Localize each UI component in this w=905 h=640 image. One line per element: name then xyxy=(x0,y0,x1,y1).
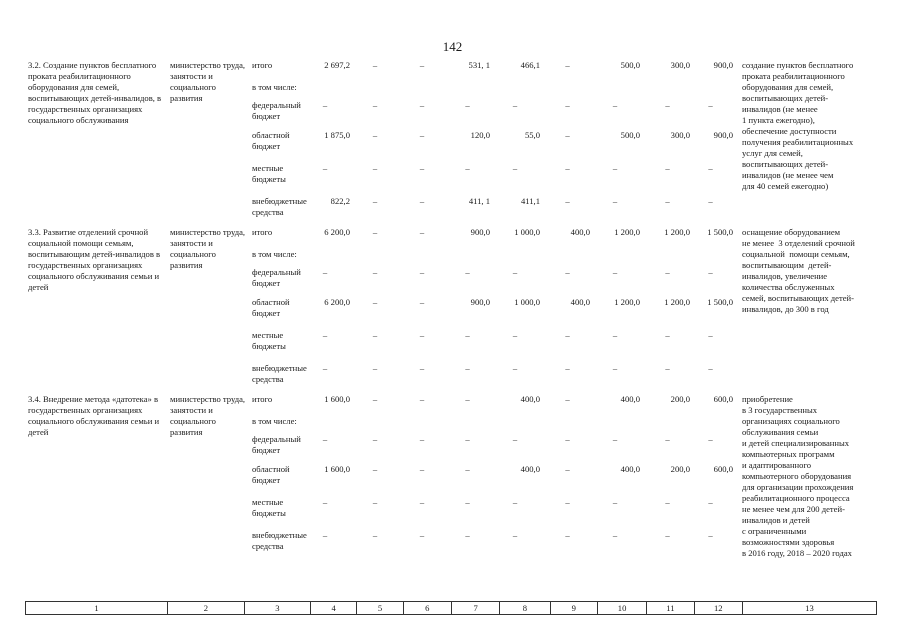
amount-cell: – xyxy=(372,297,378,307)
amount-cell: – xyxy=(565,497,570,507)
amount-cell: 900,0 xyxy=(470,227,490,237)
amount-cell: – xyxy=(465,464,470,474)
amount-cell: – xyxy=(708,530,713,540)
amount-cell: – xyxy=(612,196,618,206)
funding-source-label: в том числе: xyxy=(252,82,297,92)
executor-name: министерство труда, занятости и социального развития xyxy=(170,394,246,437)
amount-cell: 531, 1 xyxy=(468,60,490,70)
amount-cell: 400,0 xyxy=(620,394,640,404)
amount-cell: 600,0 xyxy=(713,464,733,474)
funding-source-label: в том числе: xyxy=(252,416,297,426)
amount-cell: – xyxy=(708,330,713,340)
amount-cell: – xyxy=(565,100,570,110)
amount-cell: – xyxy=(665,163,670,173)
funding-source-label: местные бюджеты xyxy=(252,497,286,518)
amount-cell: – xyxy=(322,530,328,540)
column-number: 1 xyxy=(26,602,168,614)
amount-cell: – xyxy=(419,363,425,373)
amount-cell: – xyxy=(512,163,518,173)
measure-name: 3.4. Внедрение метода «датотека» в государственных организациях социального обслуживания семьи и детей xyxy=(28,394,160,437)
amount-cell: – xyxy=(419,434,425,444)
funding-source-label: областной бюджет xyxy=(252,297,290,318)
executor-name: министерство труда, занятости и социального развития xyxy=(170,60,246,103)
funding-source-label: итого xyxy=(252,60,273,70)
amount-cell: – xyxy=(465,100,470,110)
amount-cell: 300,0 xyxy=(670,130,690,140)
amount-cell: – xyxy=(322,434,328,444)
amount-cell: 900,0 xyxy=(713,130,733,140)
amount-cell: – xyxy=(419,530,425,540)
amount-cell: – xyxy=(612,100,618,110)
amount-cell: 200,0 xyxy=(670,394,690,404)
amount-cell: – xyxy=(419,297,425,307)
amount-cell: – xyxy=(465,497,470,507)
column-number: 4 xyxy=(311,602,357,614)
amount-cell: 1 000,0 xyxy=(514,297,540,307)
funding-source-label: федеральный бюджет xyxy=(252,267,301,288)
funding-source-label: местные бюджеты xyxy=(252,330,286,351)
column-number: 7 xyxy=(452,602,500,614)
amount-cell: – xyxy=(372,130,378,140)
amount-cell: 1 875,0 xyxy=(324,130,350,140)
column-number: 3 xyxy=(245,602,311,614)
amount-cell: – xyxy=(512,363,518,373)
measure-name: 3.3. Развитие отделений срочной социальной помощи семьям, воспитывающим детей-инвалидов в государственных организациях социального обслуживания семьи и детей xyxy=(28,227,161,292)
amount-cell: – xyxy=(612,530,618,540)
amount-cell: 200,0 xyxy=(670,464,690,474)
amount-cell: 900,0 xyxy=(470,297,490,307)
amount-cell: 400,0 xyxy=(570,227,590,237)
column-number: 10 xyxy=(598,602,647,614)
amount-cell: – xyxy=(322,330,328,340)
column-number: 11 xyxy=(647,602,694,614)
amount-cell: – xyxy=(372,163,378,173)
measure-name: 3.2. Создание пунктов бесплатного проката реабилитационного оборудования для семей, воспитывающих детей-инвалидов, в государственных организациях социального обслуживания xyxy=(28,60,162,125)
funding-source-label: федеральный бюджет xyxy=(252,434,301,455)
column-number: 6 xyxy=(404,602,452,614)
funding-source-label: внебюджетные средства xyxy=(252,530,307,551)
column-number: 8 xyxy=(500,602,550,614)
funding-source-label: итого xyxy=(252,227,273,237)
amount-cell: – xyxy=(665,100,670,110)
amount-cell: 1 000,0 xyxy=(514,227,540,237)
column-number: 5 xyxy=(357,602,403,614)
amount-cell: 120,0 xyxy=(470,130,490,140)
amount-cell: – xyxy=(512,100,518,110)
amount-cell: – xyxy=(419,196,425,206)
amount-cell: – xyxy=(465,363,470,373)
amount-cell: – xyxy=(419,60,425,70)
amount-cell: 1 200,0 xyxy=(664,297,690,307)
page-number: 142 xyxy=(442,39,463,54)
amount-cell: – xyxy=(565,434,570,444)
amount-cell: – xyxy=(322,100,328,110)
amount-cell: – xyxy=(465,330,470,340)
amount-cell: – xyxy=(708,267,713,277)
amount-cell: 6 200,0 xyxy=(324,297,350,307)
amount-cell: – xyxy=(665,434,670,444)
amount-cell: – xyxy=(372,434,378,444)
funding-source-label: внебюджетные средства xyxy=(252,196,307,217)
amount-cell: – xyxy=(665,530,670,540)
amount-cell: – xyxy=(372,60,378,70)
amount-cell: 1 200,0 xyxy=(614,297,640,307)
amount-cell: 466,1 xyxy=(520,60,540,70)
funding-source-label: в том числе: xyxy=(252,249,297,259)
amount-cell: – xyxy=(708,434,713,444)
amount-cell: – xyxy=(665,196,670,206)
amount-cell: 1 600,0 xyxy=(324,394,350,404)
amount-cell: – xyxy=(465,434,470,444)
amount-cell: – xyxy=(565,394,570,404)
amount-cell: 822,2 xyxy=(330,196,350,206)
amount-cell: – xyxy=(372,497,378,507)
amount-cell: – xyxy=(612,363,618,373)
amount-cell: – xyxy=(512,267,518,277)
amount-cell: – xyxy=(465,163,470,173)
amount-cell: – xyxy=(708,196,713,206)
amount-cell: – xyxy=(372,100,378,110)
amount-cell: – xyxy=(372,267,378,277)
amount-cell: – xyxy=(665,363,670,373)
executor-name: министерство труда, занятости и социального развития xyxy=(170,227,246,270)
amount-cell: 1 200,0 xyxy=(664,227,690,237)
expected-result: приобретение в 3 государственных организациях социального обслуживания семьи и детей специализированных компьютерных программ и адаптированного компьютерного оборудования для организации прохождения реабилитационного процесса не менее чем для 200 детей- инвалидов и детей с ограниченными возможностями здоровья в 2016 году, 2018 – 2020 годах xyxy=(742,394,854,558)
amount-cell: – xyxy=(419,330,425,340)
amount-cell: – xyxy=(372,363,378,373)
amount-cell: – xyxy=(665,497,670,507)
amount-cell: – xyxy=(565,60,570,70)
amount-cell: – xyxy=(322,497,328,507)
column-number: 2 xyxy=(168,602,245,614)
amount-cell: 1 600,0 xyxy=(324,464,350,474)
amount-cell: – xyxy=(322,163,328,173)
amount-cell: – xyxy=(612,163,618,173)
amount-cell: 600,0 xyxy=(713,394,733,404)
amount-cell: – xyxy=(565,267,570,277)
amount-cell: 500,0 xyxy=(620,130,640,140)
amount-cell: 900,0 xyxy=(713,60,733,70)
amount-cell: 55,0 xyxy=(524,130,540,140)
amount-cell: – xyxy=(372,330,378,340)
amount-cell: – xyxy=(565,330,570,340)
amount-cell: – xyxy=(665,267,670,277)
column-number-row xyxy=(25,601,877,615)
amount-cell: – xyxy=(565,196,570,206)
column-number: 12 xyxy=(695,602,743,614)
amount-cell: 1 200,0 xyxy=(614,227,640,237)
amount-cell: – xyxy=(512,530,518,540)
amount-cell: – xyxy=(665,330,670,340)
amount-cell: – xyxy=(372,530,378,540)
amount-cell: – xyxy=(512,497,518,507)
funding-source-label: федеральный бюджет xyxy=(252,100,301,121)
amount-cell: 300,0 xyxy=(670,60,690,70)
amount-cell: – xyxy=(465,267,470,277)
column-number: 9 xyxy=(551,602,598,614)
amount-cell: – xyxy=(322,363,328,373)
amount-cell: – xyxy=(565,464,570,474)
amount-cell: 411, 1 xyxy=(468,196,490,206)
amount-cell: 400,0 xyxy=(520,394,540,404)
amount-cell: – xyxy=(372,227,378,237)
expected-result: создание пунктов бесплатного проката реабилитационного оборудования для семей, воспитывающих детей- инвалидов (не менее 1 пункта ежегодно), обеспечение доступности получения реабилитационных услуг для семей, воспитывающих детей- инвалидов (не менее чем для 40 семей ежегодно) xyxy=(742,60,854,191)
amount-cell: 2 697,2 xyxy=(324,60,350,70)
amount-cell: – xyxy=(565,163,570,173)
amount-cell: – xyxy=(419,130,425,140)
funding-source-label: итого xyxy=(252,394,273,404)
column-number: 13 xyxy=(805,603,814,613)
amount-cell: 1 500,0 xyxy=(707,227,733,237)
amount-cell: – xyxy=(419,497,425,507)
funding-source-label: областной бюджет xyxy=(252,464,290,485)
amount-cell: – xyxy=(708,363,713,373)
amount-cell: 500,0 xyxy=(620,60,640,70)
expected-result: оснащение оборудованием не менее 3 отделений срочной социальной помощи семьям, воспитывающим детей- инвалидов, увеличение количества обслуженных семей, воспитывающих детей- инвалидов, до 300 в год xyxy=(742,227,855,314)
funding-source-label: внебюджетные средства xyxy=(252,363,307,384)
amount-cell: 411,1 xyxy=(520,196,540,206)
amount-cell: – xyxy=(419,163,425,173)
amount-cell: – xyxy=(512,330,518,340)
amount-cell: – xyxy=(419,100,425,110)
amount-cell: 6 200,0 xyxy=(324,227,350,237)
amount-cell: 400,0 xyxy=(520,464,540,474)
amount-cell: – xyxy=(565,530,570,540)
amount-cell: – xyxy=(565,130,570,140)
funding-source-label: областной бюджет xyxy=(252,130,290,151)
amount-cell: – xyxy=(465,394,470,404)
amount-cell: – xyxy=(372,464,378,474)
amount-cell: – xyxy=(419,464,425,474)
funding-source-label: местные бюджеты xyxy=(252,163,286,184)
amount-cell: – xyxy=(708,497,713,507)
amount-cell: 400,0 xyxy=(620,464,640,474)
amount-cell: – xyxy=(419,267,425,277)
amount-cell: – xyxy=(322,267,328,277)
amount-cell: – xyxy=(419,227,425,237)
amount-cell: – xyxy=(465,530,470,540)
amount-cell: – xyxy=(612,497,618,507)
amount-cell: – xyxy=(612,330,618,340)
amount-cell: – xyxy=(612,267,618,277)
amount-cell: – xyxy=(419,394,425,404)
amount-cell: – xyxy=(512,434,518,444)
amount-cell: – xyxy=(708,100,713,110)
amount-cell: – xyxy=(565,363,570,373)
amount-cell: – xyxy=(708,163,713,173)
amount-cell: 400,0 xyxy=(570,297,590,307)
amount-cell: – xyxy=(612,434,618,444)
amount-cell: – xyxy=(372,394,378,404)
amount-cell: 1 500,0 xyxy=(707,297,733,307)
amount-cell: – xyxy=(372,196,378,206)
